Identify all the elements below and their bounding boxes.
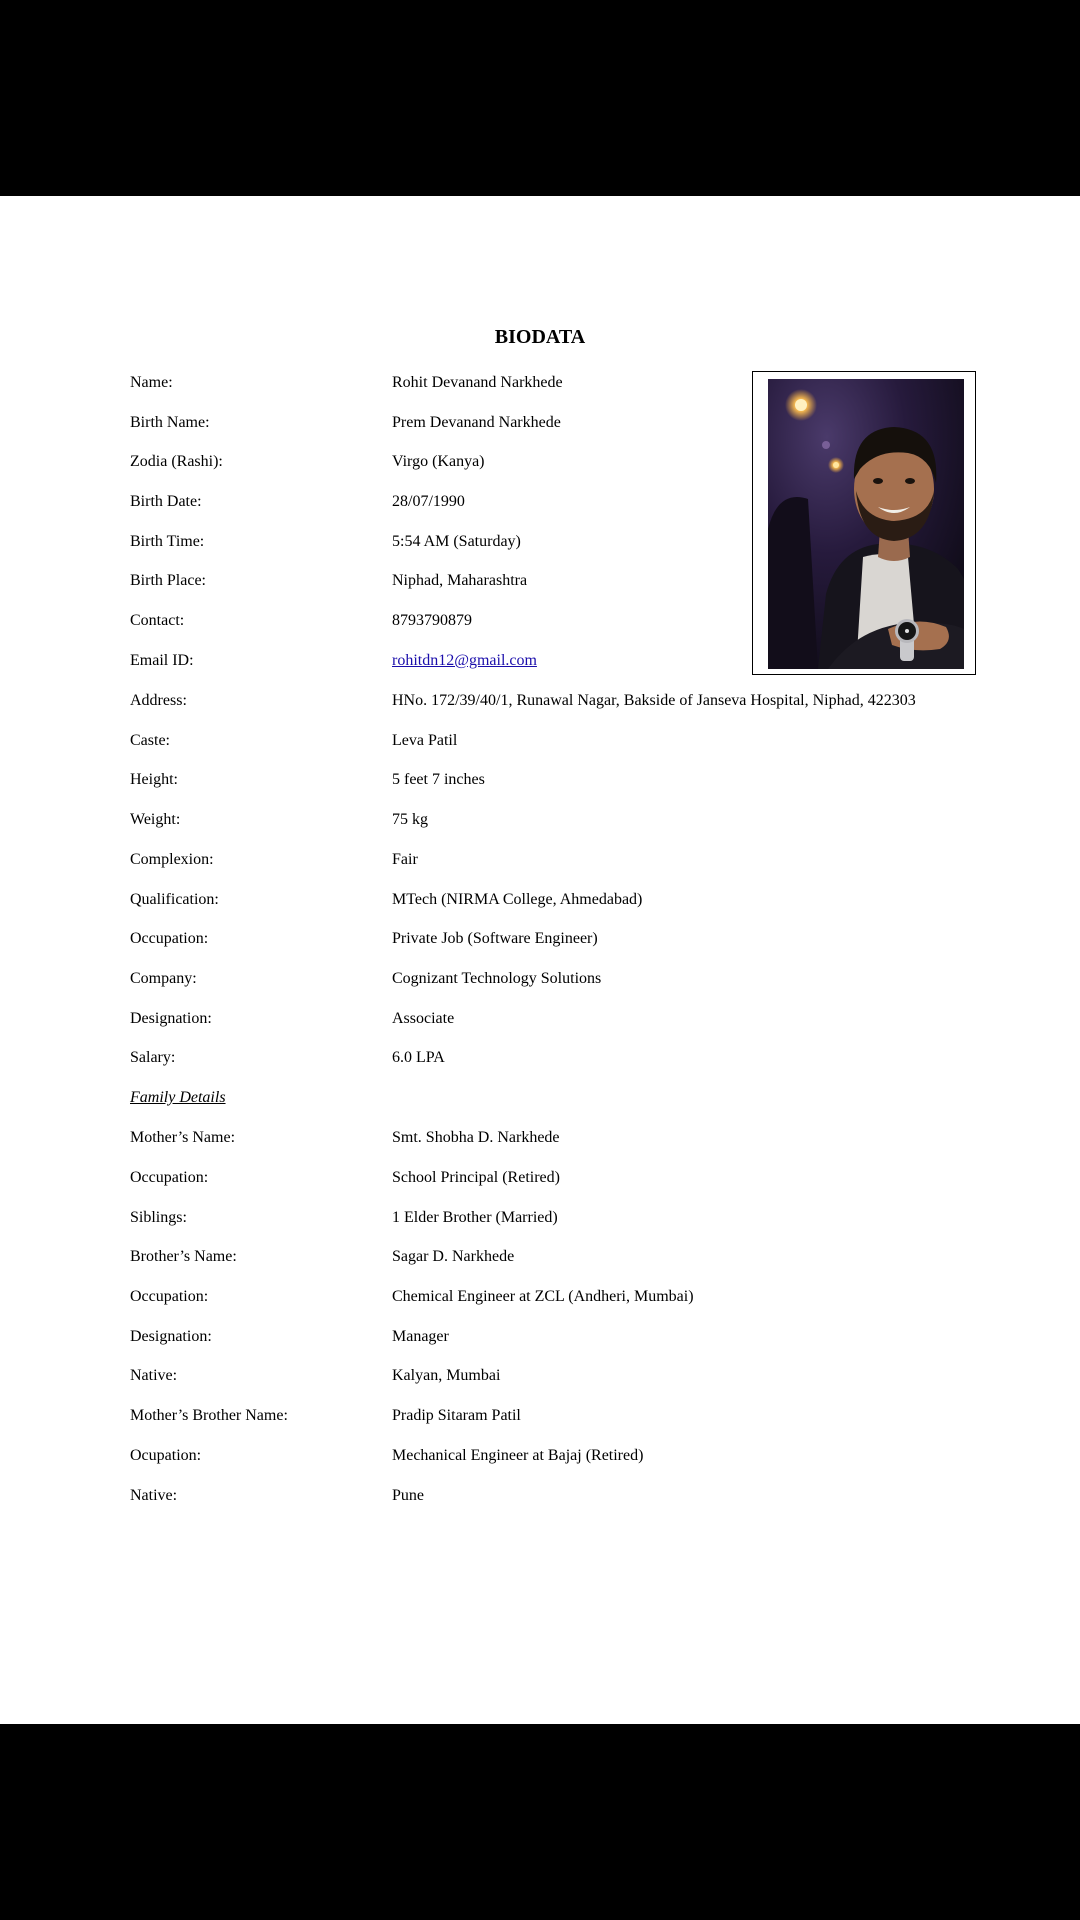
field-value: Pune bbox=[392, 1487, 424, 1504]
row-company bbox=[0, 968, 1080, 990]
field-label: Brother’s Name: bbox=[130, 1248, 237, 1265]
field-label: Birth Place: bbox=[130, 572, 206, 589]
field-label: Height: bbox=[130, 771, 178, 788]
field-value: MTech (NIRMA College, Ahmedabad) bbox=[392, 891, 643, 908]
field-value: Niphad, Maharashtra bbox=[392, 572, 528, 589]
field-value: 1 Elder Brother (Married) bbox=[392, 1209, 558, 1226]
row-mother-name bbox=[0, 1127, 1080, 1149]
field-label: Ocupation: bbox=[130, 1447, 202, 1464]
field-value: Kalyan, Mumbai bbox=[392, 1367, 501, 1384]
field-label: Caste: bbox=[130, 732, 170, 749]
field-label: Email ID: bbox=[130, 652, 194, 669]
field-label: Native: bbox=[130, 1487, 178, 1504]
row-address bbox=[0, 690, 1080, 712]
field-label: Complexion: bbox=[130, 851, 214, 868]
field-value: Pradip Sitaram Patil bbox=[392, 1407, 521, 1424]
field-value: Fair bbox=[392, 851, 418, 868]
field-value: Chemical Engineer at ZCL (Andheri, Mumbai) bbox=[392, 1288, 694, 1305]
field-value: Leva Patil bbox=[392, 732, 458, 749]
field-label: Occupation: bbox=[130, 1288, 209, 1305]
row-weight bbox=[0, 809, 1080, 831]
field-label: Occupation: bbox=[130, 930, 209, 947]
row-mother-occupation bbox=[0, 1167, 1080, 1189]
field-value: Rohit Devanand Narkhede bbox=[392, 374, 563, 391]
field-label: Mother’s Name: bbox=[130, 1129, 236, 1146]
field-label: Designation: bbox=[130, 1328, 212, 1345]
field-label: Birth Date: bbox=[130, 493, 202, 510]
field-value: 5:54 AM (Saturday) bbox=[392, 533, 521, 550]
field-value: Smt. Shobha D. Narkhede bbox=[392, 1129, 560, 1146]
field-label: Birth Time: bbox=[130, 533, 205, 550]
field-label: Contact: bbox=[130, 612, 185, 629]
field-value: 5 feet 7 inches bbox=[392, 771, 485, 788]
field-value: Manager bbox=[392, 1328, 449, 1345]
field-label: Weight: bbox=[130, 811, 181, 828]
row-designation bbox=[0, 1008, 1080, 1030]
row-caste bbox=[0, 730, 1080, 752]
row-brother-designation bbox=[0, 1326, 1080, 1348]
biodata-page bbox=[0, 196, 1080, 1724]
field-label: Native: bbox=[130, 1367, 178, 1384]
field-value: Private Job (Software Engineer) bbox=[392, 930, 598, 947]
profile-photo bbox=[768, 379, 964, 669]
field-value: Associate bbox=[392, 1010, 455, 1027]
field-value: Mechanical Engineer at Bajaj (Retired) bbox=[392, 1447, 644, 1464]
row-mothers-brother-native bbox=[0, 1485, 1080, 1507]
row-brother-native bbox=[0, 1365, 1080, 1387]
field-value: School Principal (Retired) bbox=[392, 1169, 560, 1186]
field-value: 75 kg bbox=[392, 811, 428, 828]
field-label: Name: bbox=[130, 374, 173, 391]
field-value: Sagar D. Narkhede bbox=[392, 1248, 515, 1265]
email-link[interactable]: rohitdn12@gmail.com bbox=[392, 652, 537, 669]
row-height bbox=[0, 769, 1080, 791]
page-title: BIODATA bbox=[494, 326, 586, 348]
row-siblings bbox=[0, 1207, 1080, 1229]
field-label: Mother’s Brother Name: bbox=[130, 1407, 288, 1424]
row-qualification bbox=[0, 889, 1080, 911]
field-value: 28/07/1990 bbox=[392, 493, 465, 510]
row-brother-name bbox=[0, 1246, 1080, 1268]
field-label: Zodia (Rashi): bbox=[130, 453, 223, 470]
row-salary bbox=[0, 1047, 1080, 1069]
row-brother-occupation bbox=[0, 1286, 1080, 1308]
row-complexion bbox=[0, 849, 1080, 871]
row-mothers-brother-occupation bbox=[0, 1445, 1080, 1467]
field-value: Cognizant Technology Solutions bbox=[392, 970, 602, 987]
field-value: Virgo (Kanya) bbox=[392, 453, 485, 470]
photo-frame bbox=[752, 371, 976, 675]
field-label: Company: bbox=[130, 970, 197, 987]
field-value: HNo. 172/39/40/1, Runawal Nagar, Bakside of Janseva Hospital, Niphad, 422303 bbox=[392, 692, 916, 709]
field-label: Birth Name: bbox=[130, 414, 210, 431]
field-value: Prem Devanand Narkhede bbox=[392, 414, 561, 431]
family-details-heading: Family Details bbox=[130, 1089, 226, 1106]
field-value: 8793790879 bbox=[392, 612, 472, 629]
row-mothers-brother-name bbox=[0, 1405, 1080, 1427]
field-label: Address: bbox=[130, 692, 187, 709]
field-value: 6.0 LPA bbox=[392, 1049, 445, 1066]
field-label: Siblings: bbox=[130, 1209, 187, 1226]
field-label: Salary: bbox=[130, 1049, 176, 1066]
field-label: Qualification: bbox=[130, 891, 219, 908]
field-label: Occupation: bbox=[130, 1169, 209, 1186]
row-occupation bbox=[0, 928, 1080, 950]
field-label: Designation: bbox=[130, 1010, 212, 1027]
